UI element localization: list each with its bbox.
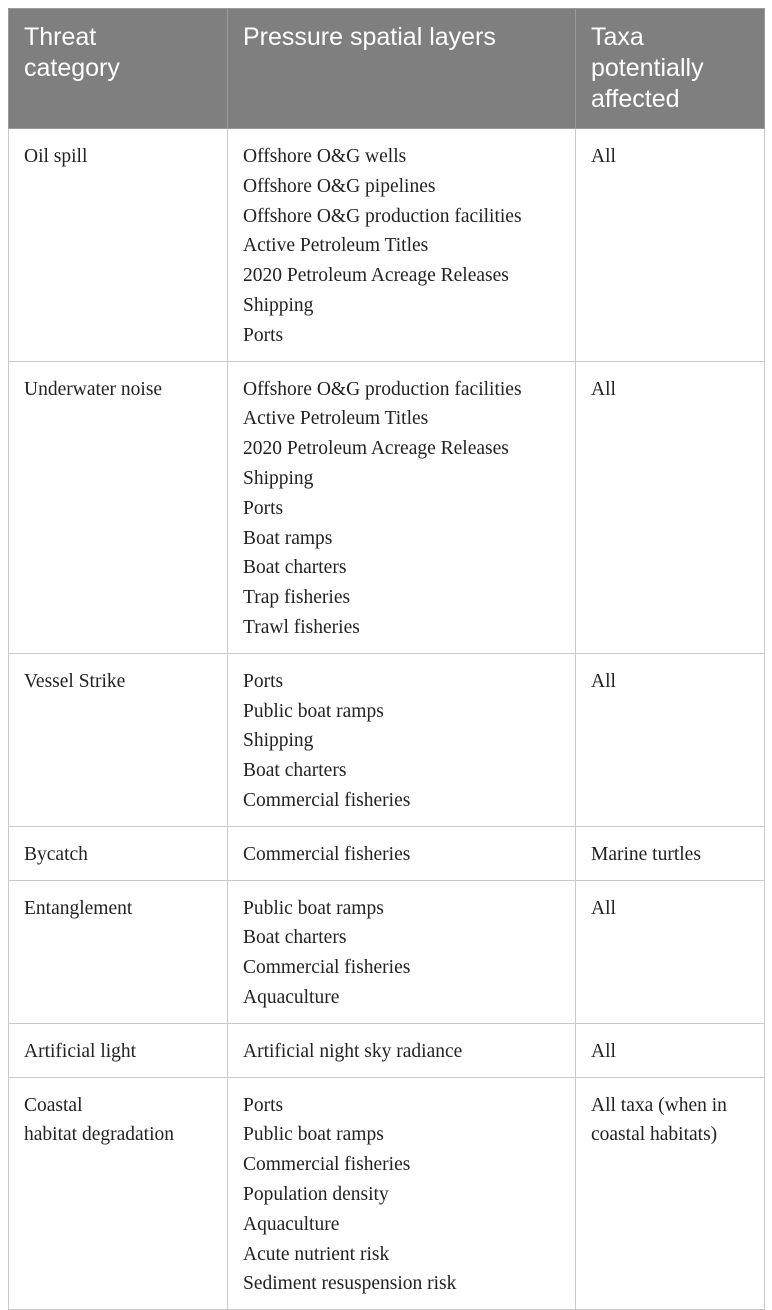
cell-text: Coastal	[24, 1094, 83, 1116]
pressure-layer-item: Ports	[243, 324, 284, 346]
pressure-layer-item: Commercial fisheries	[243, 843, 411, 865]
header-text: affected	[591, 85, 680, 113]
taxa-affected-cell	[576, 129, 765, 362]
pressure-layer-item: Public boat ramps	[243, 1124, 384, 1146]
cell-text: Underwater noise	[24, 378, 163, 400]
cell-text: All	[591, 670, 616, 692]
header-pressure-spatial-layers	[228, 9, 576, 129]
pressure-layer-item: Artificial night sky radiance	[243, 1040, 463, 1062]
threat-pressure-table	[8, 8, 765, 1310]
header-threat-category	[9, 9, 228, 129]
pressure-layer-item: Trap fisheries	[243, 587, 351, 609]
pressure-layer-item: 2020 Petroleum Acreage Releases	[243, 265, 509, 287]
pressure-layer-item: Ports	[243, 670, 284, 692]
pressure-layer-item: Ports	[243, 497, 284, 519]
pressure-layer-item: Acute nutrient risk	[243, 1243, 390, 1265]
header-taxa-potentially-affected	[576, 9, 765, 129]
pressure-layer-item: Aquaculture	[243, 1213, 340, 1235]
cell-text: Bycatch	[24, 843, 88, 865]
cell-text: coastal habitats)	[591, 1124, 718, 1146]
pressure-layer-item: 2020 Petroleum Acreage Releases	[243, 438, 509, 460]
pressure-layer-item: Offshore O&G production facilities	[243, 205, 522, 227]
cell-text: All	[591, 1040, 616, 1062]
taxa-affected-cell	[576, 1077, 765, 1310]
pressure-layer-item: Active Petroleum Titles	[243, 408, 429, 430]
cell-text: habitat degradation	[24, 1124, 174, 1146]
pressure-layer-item: Shipping	[243, 730, 314, 752]
pressure-layer-item: Shipping	[243, 294, 314, 316]
cell-text: All taxa (when in	[591, 1094, 727, 1116]
taxa-affected-cell	[576, 653, 765, 826]
taxa-affected-cell	[576, 1023, 765, 1077]
pressure-layer-item: Active Petroleum Titles	[243, 235, 429, 257]
pressure-layer-item: Commercial fisheries	[243, 789, 411, 811]
table-row	[9, 1077, 765, 1310]
cell-text: All	[591, 897, 616, 919]
pressure-layer-item: Ports	[243, 1094, 284, 1116]
pressure-layer-item: Offshore O&G production facilities	[243, 378, 522, 400]
pressure-layer-item: Public boat ramps	[243, 897, 384, 919]
threat-category-cell	[9, 1023, 228, 1077]
cell-text: Oil spill	[24, 146, 88, 167]
table-body	[9, 129, 765, 1310]
header-text: potentially	[591, 54, 704, 82]
threat-category-cell	[9, 653, 228, 826]
pressure-layer-item: Public boat ramps	[243, 700, 384, 722]
taxa-affected-cell	[576, 880, 765, 1023]
threat-category-cell	[9, 826, 228, 880]
table-row	[9, 1023, 765, 1077]
pressure-layers-cell	[228, 361, 576, 653]
cell-text: Vessel Strike	[24, 670, 126, 692]
pressure-layer-item: Offshore O&G pipelines	[243, 175, 436, 197]
pressure-layer-item: Sediment resuspension risk	[243, 1273, 457, 1295]
threat-category-cell	[9, 361, 228, 653]
threat-table-container	[8, 8, 765, 1310]
pressure-layer-item: Shipping	[243, 467, 314, 489]
pressure-layer-item: Trawl fisheries	[243, 616, 360, 638]
header-text: Taxa	[591, 23, 644, 51]
pressure-layers-cell	[228, 880, 576, 1023]
pressure-layer-item: Offshore O&G wells	[243, 146, 407, 167]
pressure-layer-item: Aquaculture	[243, 986, 340, 1008]
header-text: category	[24, 54, 120, 82]
header-row	[9, 9, 765, 129]
cell-text: Marine turtles	[591, 843, 701, 865]
pressure-layer-item: Boat charters	[243, 557, 347, 579]
table-row	[9, 129, 765, 362]
table-row	[9, 361, 765, 653]
table-row	[9, 653, 765, 826]
taxa-affected-cell	[576, 361, 765, 653]
table-row	[9, 826, 765, 880]
cell-text: Entanglement	[24, 897, 133, 919]
pressure-layers-cell	[228, 129, 576, 362]
threat-category-cell	[9, 1077, 228, 1310]
table-row	[9, 880, 765, 1023]
cell-text: All	[591, 378, 616, 400]
pressure-layer-item: Commercial fisheries	[243, 1154, 411, 1176]
header-text: Pressure spatial layers	[243, 23, 496, 51]
pressure-layers-cell	[228, 1023, 576, 1077]
header-text: Threat	[24, 23, 97, 51]
pressure-layers-cell	[228, 653, 576, 826]
pressure-layers-cell	[228, 1077, 576, 1310]
threat-category-cell	[9, 129, 228, 362]
cell-text: All	[591, 146, 616, 167]
taxa-affected-cell	[576, 826, 765, 880]
pressure-layer-item: Boat charters	[243, 760, 347, 782]
pressure-layer-item: Boat charters	[243, 927, 347, 949]
threat-category-cell	[9, 880, 228, 1023]
pressure-layer-item: Commercial fisheries	[243, 957, 411, 979]
cell-text: Artificial light	[24, 1040, 137, 1062]
pressure-layer-item: Boat ramps	[243, 527, 333, 549]
pressure-layer-item: Population density	[243, 1183, 389, 1205]
pressure-layers-cell	[228, 826, 576, 880]
